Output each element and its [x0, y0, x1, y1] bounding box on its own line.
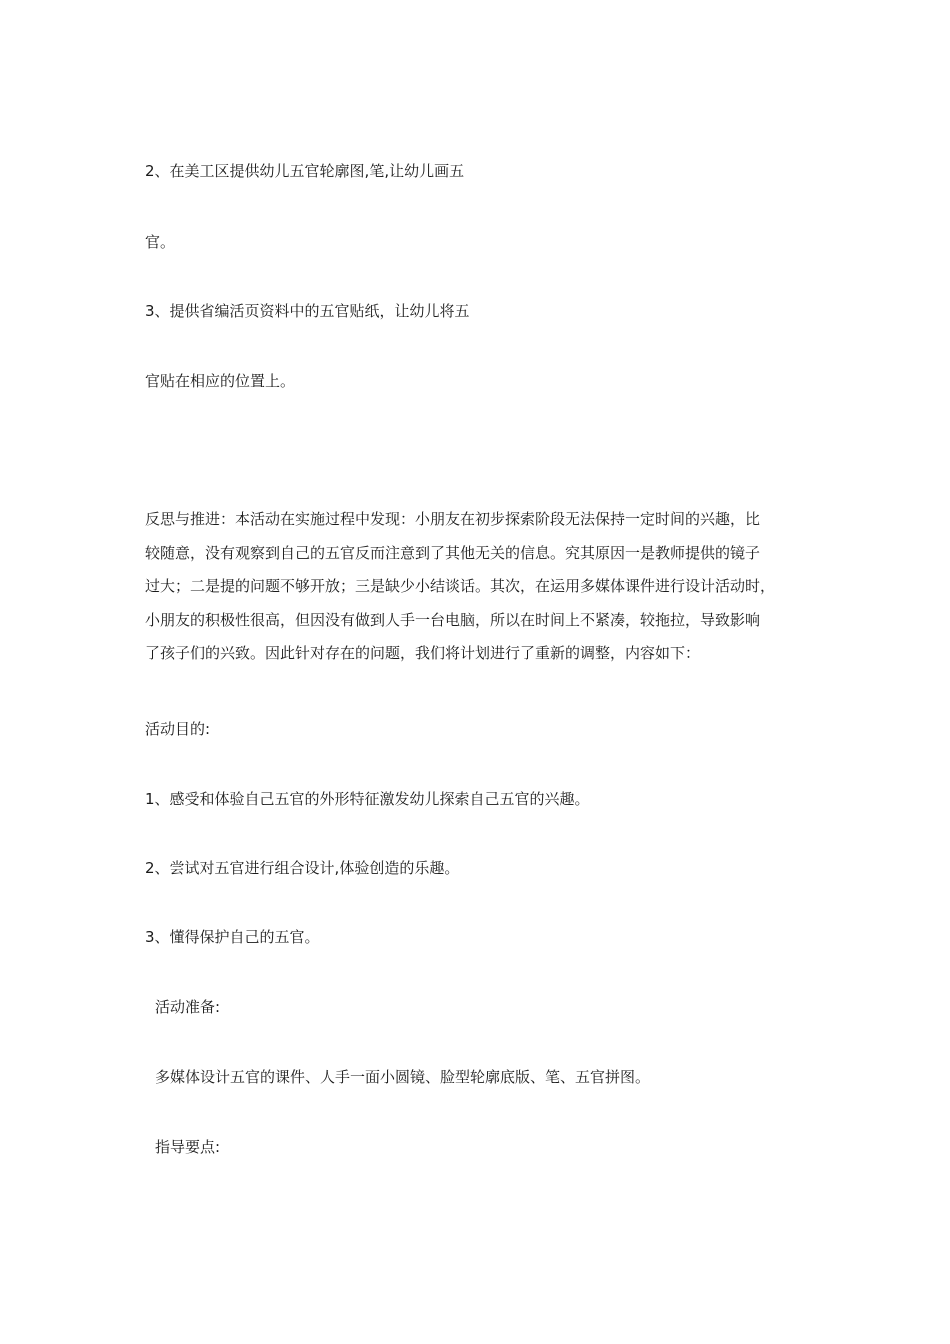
prep-heading: 活动准备:: [155, 998, 221, 1016]
goal-item-3: 3、懂得保护自己的五官。: [145, 928, 320, 946]
prep-item-3-line1: 3、提供省编活页资料中的五官贴纸，让幼儿将五: [145, 302, 470, 320]
prep-item-3-line2: 官贴在相应的位置上。: [145, 372, 296, 390]
reflection-line: 较随意，没有观察到自己的五官反而注意到了其他无关的信息。究其原因一是教师提供的镜子: [145, 543, 761, 562]
reflection-line: 过大；二是提的问题不够开放；三是缺少小结谈话。其次，在运用多媒体课件进行设计活动时，: [145, 577, 776, 595]
guide-heading: 指导要点:: [155, 1138, 221, 1156]
reflection-line: 反思与推进：本活动在实施过程中发现：小朋友在初步探索阶段无法保持一定时间的兴趣，比: [145, 510, 761, 528]
goals-heading: 活动目的:: [145, 720, 211, 738]
reflection-line: 了孩子们的兴致。因此针对存在的问题，我们将计划进行了重新的调整，内容如下：: [145, 644, 701, 662]
prep-item-2-line2: 官。: [145, 233, 176, 251]
reflection-line: 小朋友的积极性很高，但因没有做到人手一台电脑，所以在时间上不紧凑，较拖拉，导致影响: [145, 610, 761, 629]
prep-item-2-line1: 2、在美工区提供幼儿五官轮廓图,笔,让幼儿画五: [145, 162, 465, 180]
reflection-paragraph: [145, 503, 810, 671]
goal-item-2: 2、尝试对五官进行组合设计,体验创造的乐趣。: [145, 859, 460, 877]
goal-item-1: 1、感受和体验自己五官的外形特征激发幼儿探索自己五官的兴趣。: [145, 790, 590, 808]
prep-text: 多媒体设计五官的课件、人手一面小圆镜、脸型轮廓底版、笔、五官拼图。: [155, 1068, 651, 1086]
